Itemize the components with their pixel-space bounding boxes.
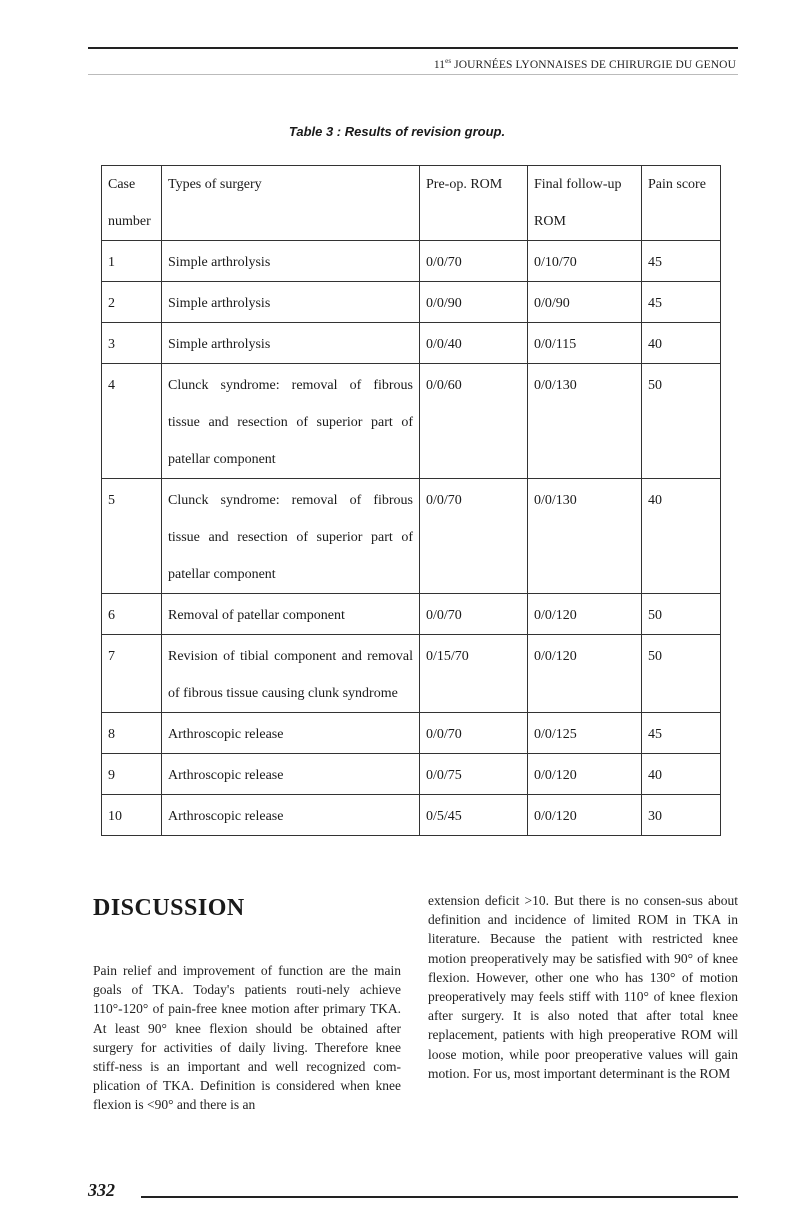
cell-surgery: Simple arthrolysis [162, 282, 420, 323]
table-row [102, 754, 721, 795]
cell-case: 6 [102, 594, 162, 635]
cell-final: 0/0/125 [528, 713, 642, 754]
cell-case: 2 [102, 282, 162, 323]
cell-preop: 0/0/75 [420, 754, 528, 795]
cell-pain: 45 [642, 241, 721, 282]
cell-preop: 0/0/70 [420, 713, 528, 754]
cell-pain: 45 [642, 282, 721, 323]
table-row [102, 594, 721, 635]
cell-final: 0/10/70 [528, 241, 642, 282]
page-number: 332 [88, 1180, 115, 1200]
cell-case: 8 [102, 713, 162, 754]
header-sub-rule [88, 74, 738, 75]
header-final: Final follow-up ROM [528, 166, 642, 241]
cell-preop: 0/0/70 [420, 594, 528, 635]
cell-case: 9 [102, 754, 162, 795]
cell-preop: 0/0/40 [420, 323, 528, 364]
cell-surgery: Revision of tibial component and removal of fibrous tissue causing clunk syndrome [162, 635, 420, 713]
table-row [102, 282, 721, 323]
footer-rule [141, 1196, 738, 1198]
cell-case: 5 [102, 479, 162, 594]
cell-preop: 0/0/70 [420, 241, 528, 282]
cell-preop: 0/5/45 [420, 795, 528, 836]
cell-final: 0/0/120 [528, 635, 642, 713]
header-preop: Pre-op. ROM [420, 166, 528, 241]
cell-final: 0/0/115 [528, 323, 642, 364]
cell-case: 3 [102, 323, 162, 364]
cell-surgery: Arthroscopic release [162, 754, 420, 795]
header-surgery: Types of surgery [162, 166, 420, 241]
cell-case: 10 [102, 795, 162, 836]
cell-final: 0/0/130 [528, 364, 642, 479]
table-row [102, 795, 721, 836]
cell-final: 0/0/120 [528, 754, 642, 795]
cell-surgery: Removal of patellar component [162, 594, 420, 635]
cell-pain: 40 [642, 479, 721, 594]
cell-surgery: Clunck syndrome: removal of fibrous tissue and resection of superior part of patellar component [162, 364, 420, 479]
table-row [102, 364, 721, 479]
discussion-right-column: extension deficit >10. But there is no consen-sus about definition and incidence of limited ROM in TKA in literature. Because the patient with restricted knee motion preoperatively may be satisfied with 90° of knee flexion. However, other one who has 130° of motion preoperatively may feels stiff with 110° of knee flexion after surgery. It is also noted that after total knee replacement, patients with high preoperative ROM will loose motion, while poor preoperative values will gain motion. For us, most important determinant is the ROM [428, 893, 738, 1081]
cell-pain: 50 [642, 364, 721, 479]
cell-pain: 40 [642, 323, 721, 364]
table-caption: Table 3 : Results of revision group. [288, 124, 506, 139]
cell-final: 0/0/130 [528, 479, 642, 594]
table-row [102, 713, 721, 754]
cell-pain: 40 [642, 754, 721, 795]
cell-case: 7 [102, 635, 162, 713]
header-rule [88, 47, 738, 49]
header-case: Case number [102, 166, 162, 241]
cell-final: 0/0/90 [528, 282, 642, 323]
cell-pain: 50 [642, 635, 721, 713]
header-title: JOURNÉES LYONNAISES DE CHIRURGIE DU GENOU [454, 58, 736, 71]
header-ordinal-sup: es [445, 57, 452, 65]
cell-preop: 0/15/70 [420, 635, 528, 713]
cell-final: 0/0/120 [528, 795, 642, 836]
table-header-row [102, 166, 721, 241]
table-row [102, 241, 721, 282]
header-ordinal: 11 [433, 58, 446, 71]
cell-preop: 0/0/90 [420, 282, 528, 323]
cell-final: 0/0/120 [528, 594, 642, 635]
cell-preop: 0/0/70 [420, 479, 528, 594]
cell-pain: 50 [642, 594, 721, 635]
cell-case: 1 [102, 241, 162, 282]
cell-case: 4 [102, 364, 162, 479]
cell-surgery: Simple arthrolysis [162, 241, 420, 282]
cell-preop: 0/0/60 [420, 364, 528, 479]
table-row [102, 323, 721, 364]
discussion-title: DISCUSSION [93, 895, 245, 921]
header-pain: Pain score [642, 166, 721, 241]
cell-surgery: Simple arthrolysis [162, 323, 420, 364]
cell-surgery: Arthroscopic release [162, 795, 420, 836]
table-row [102, 479, 721, 594]
cell-surgery: Arthroscopic release [162, 713, 420, 754]
cell-pain: 30 [642, 795, 721, 836]
results-table [101, 165, 721, 836]
table-row [102, 635, 721, 713]
cell-surgery: Clunck syndrome: removal of fibrous tissue and resection of superior part of patellar component [162, 479, 420, 594]
cell-pain: 45 [642, 713, 721, 754]
running-header [434, 57, 736, 71]
discussion-left-column: Pain relief and improvement of function are the main goals of TKA. Today's patients routi-nely achieve 110°-120° of pain-free knee motion after primary TKA. At least 90° knee flexion should be obtained after surgery for activities of daily living. Therefore knee stiff-ness is an important and well recognized com-plication of TKA. Definition is considered when knee flexion is <90° and there is an [93, 963, 401, 1113]
